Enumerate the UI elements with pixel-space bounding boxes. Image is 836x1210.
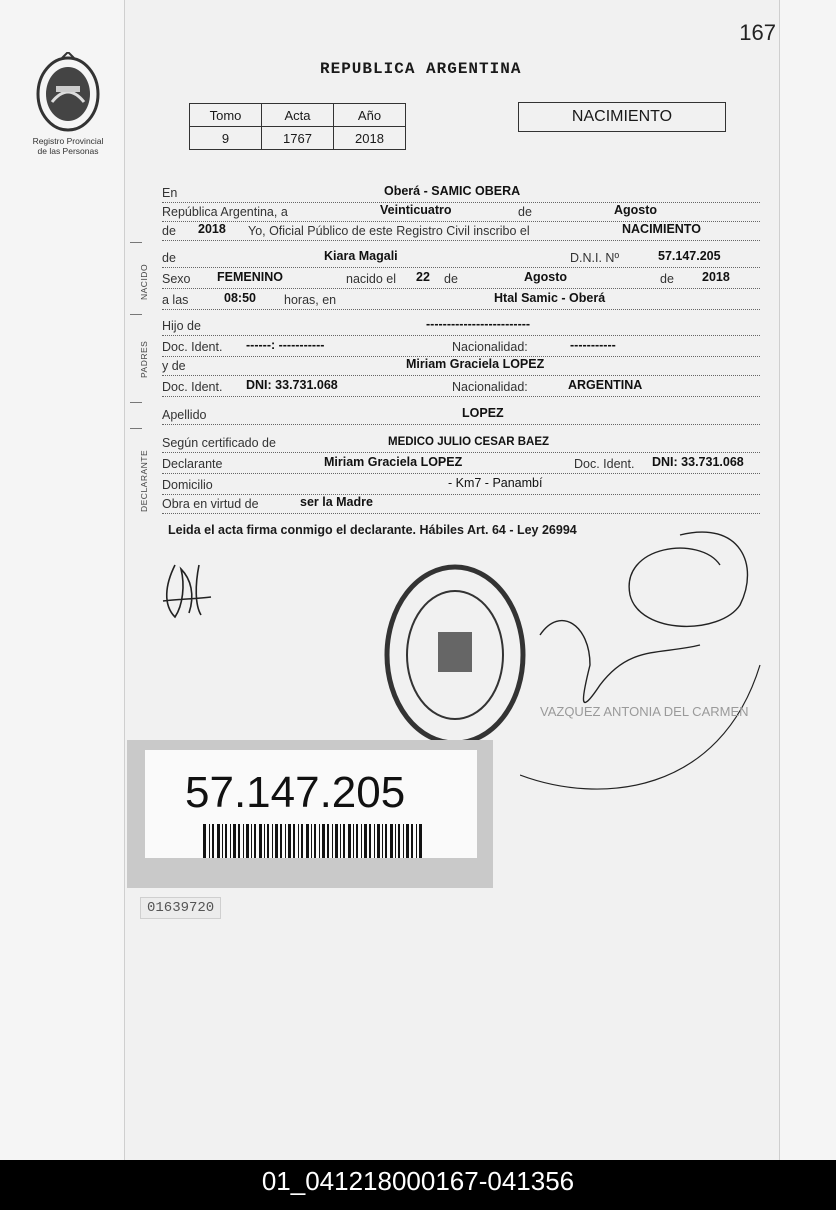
dia-inscripcion: Veinticuatro [380, 203, 452, 217]
sticker-number: 57.147.205 [185, 768, 406, 817]
form-line-hijo: Hijo de ------------------------- [162, 313, 760, 336]
tipo-inscripcion: NACIMIENTO [622, 222, 701, 236]
padre-doc: ------: ----------- [246, 338, 325, 352]
declarante-doc: DNI: 33.731.068 [652, 455, 744, 469]
section-divider [130, 242, 142, 243]
lugar-nacimiento: Htal Samic - Oberá [494, 291, 606, 305]
form-line-certificado: Según certificado de MEDICO JULIO CESAR BAEZ [162, 430, 760, 453]
acta-header-tomo: Tomo [190, 104, 262, 127]
serial-number: 01639720 [140, 897, 221, 919]
form-line-sexo: Sexo FEMENINO nacido el 22 de Agosto de 2018 [162, 266, 760, 289]
form-line-madre: y de Miriam Graciela LOPEZ [162, 353, 760, 376]
official-stamp [380, 560, 530, 750]
acta-value-acta: 1767 [262, 127, 334, 150]
obra-en-virtud: ser la Madre [300, 495, 373, 509]
logo-caption: Registro Provincial de las Personas [32, 136, 104, 156]
section-divider [130, 314, 142, 315]
legal-statement: Leida el acta firma conmigo el declarante. Hábiles Art. 64 - Ley 26994 [168, 523, 577, 537]
section-label-padres: PADRES [139, 340, 149, 378]
province-seal-logo [32, 52, 104, 134]
anio-inscripcion: 2018 [198, 222, 226, 236]
form-line-apellido: Apellido LOPEZ [162, 402, 760, 425]
acta-table [189, 103, 406, 150]
form-line-hora: a las 08:50 horas, en Htal Samic - Oberá [162, 287, 760, 310]
form-line-doc-padre: Doc. Ident. ------: ----------- Nacionalidad: ----------- [162, 334, 760, 357]
declarante-domicilio: - Km7 - Panambí [448, 476, 543, 490]
form-line-en: En Oberá - SAMIC OBERA [162, 180, 760, 203]
acta-value-anio: 2018 [334, 127, 406, 150]
mes-nacimiento: Agosto [524, 270, 568, 284]
section-label-declarante: DECLARANTE [139, 449, 149, 512]
form-line-nombre: de Kiara Magali D.N.I. Nº 57.147.205 [162, 245, 760, 268]
form-line-obra: Obra en virtud de ser la Madre [162, 491, 760, 514]
scan-footer-code: 01_041218000167-041356 [0, 1160, 836, 1210]
lugar-inscripcion: Oberá - SAMIC OBERA [384, 184, 521, 198]
sexo-nacido: FEMENINO [217, 270, 283, 284]
section-divider [130, 402, 142, 403]
nombre-nacido: Kiara Magali [324, 249, 398, 263]
declarante-nombre: Miriam Graciela LOPEZ [324, 455, 463, 469]
mes-inscripcion: Agosto [614, 203, 658, 217]
record-kind-box: NACIMIENTO [518, 102, 726, 132]
document-title: REPUBLICA ARGENTINA [320, 60, 522, 78]
form-line-doc-madre: Doc. Ident. DNI: 33.731.068 Nacionalidad: ARGENTINA [162, 374, 760, 397]
form-line-inscribo: de 2018 Yo, Oficial Público de este Registro Civil inscribo el NACIMIENTO [162, 218, 760, 241]
id-sticker [127, 740, 493, 888]
form-line-domicilio: Domicilio - Km7 - Panambí [162, 472, 760, 495]
form-line-declarante: Declarante Miriam Graciela LOPEZ Doc. Ident. DNI: 33.731.068 [162, 451, 760, 474]
id-sticker-label [145, 750, 477, 858]
section-label-nacido: NACIDO [139, 263, 149, 300]
madre-doc: DNI: 33.731.068 [246, 378, 338, 392]
section-divider [130, 428, 142, 429]
page-number: 167 [739, 20, 776, 45]
barcode [203, 824, 423, 858]
madre-nacionalidad: ARGENTINA [568, 378, 643, 392]
acta-header-acta: Acta [262, 104, 334, 127]
acta-header-anio: Año [334, 104, 406, 127]
acta-value-tomo: 9 [190, 127, 262, 150]
madre-nombre: Miriam Graciela LOPEZ [406, 357, 545, 371]
certificado-medico: MEDICO JULIO CESAR BAEZ [388, 436, 550, 448]
form-line-fecha: República Argentina, a Veinticuatro de Agosto [162, 199, 760, 222]
apellido-nacido: LOPEZ [462, 406, 504, 420]
official-signature [520, 525, 770, 805]
padre-nombre: ------------------------- [426, 317, 531, 331]
dia-nacimiento: 22 [416, 270, 430, 284]
padre-nacionalidad: ----------- [570, 338, 616, 352]
declarant-signature [155, 555, 220, 625]
official-name: VAZQUEZ ANTONIA DEL CARMEN [540, 704, 749, 719]
dni-nacido: 57.147.205 [658, 249, 721, 263]
anio-nacimiento: 2018 [702, 270, 730, 284]
hora-nacimiento: 08:50 [224, 291, 256, 305]
